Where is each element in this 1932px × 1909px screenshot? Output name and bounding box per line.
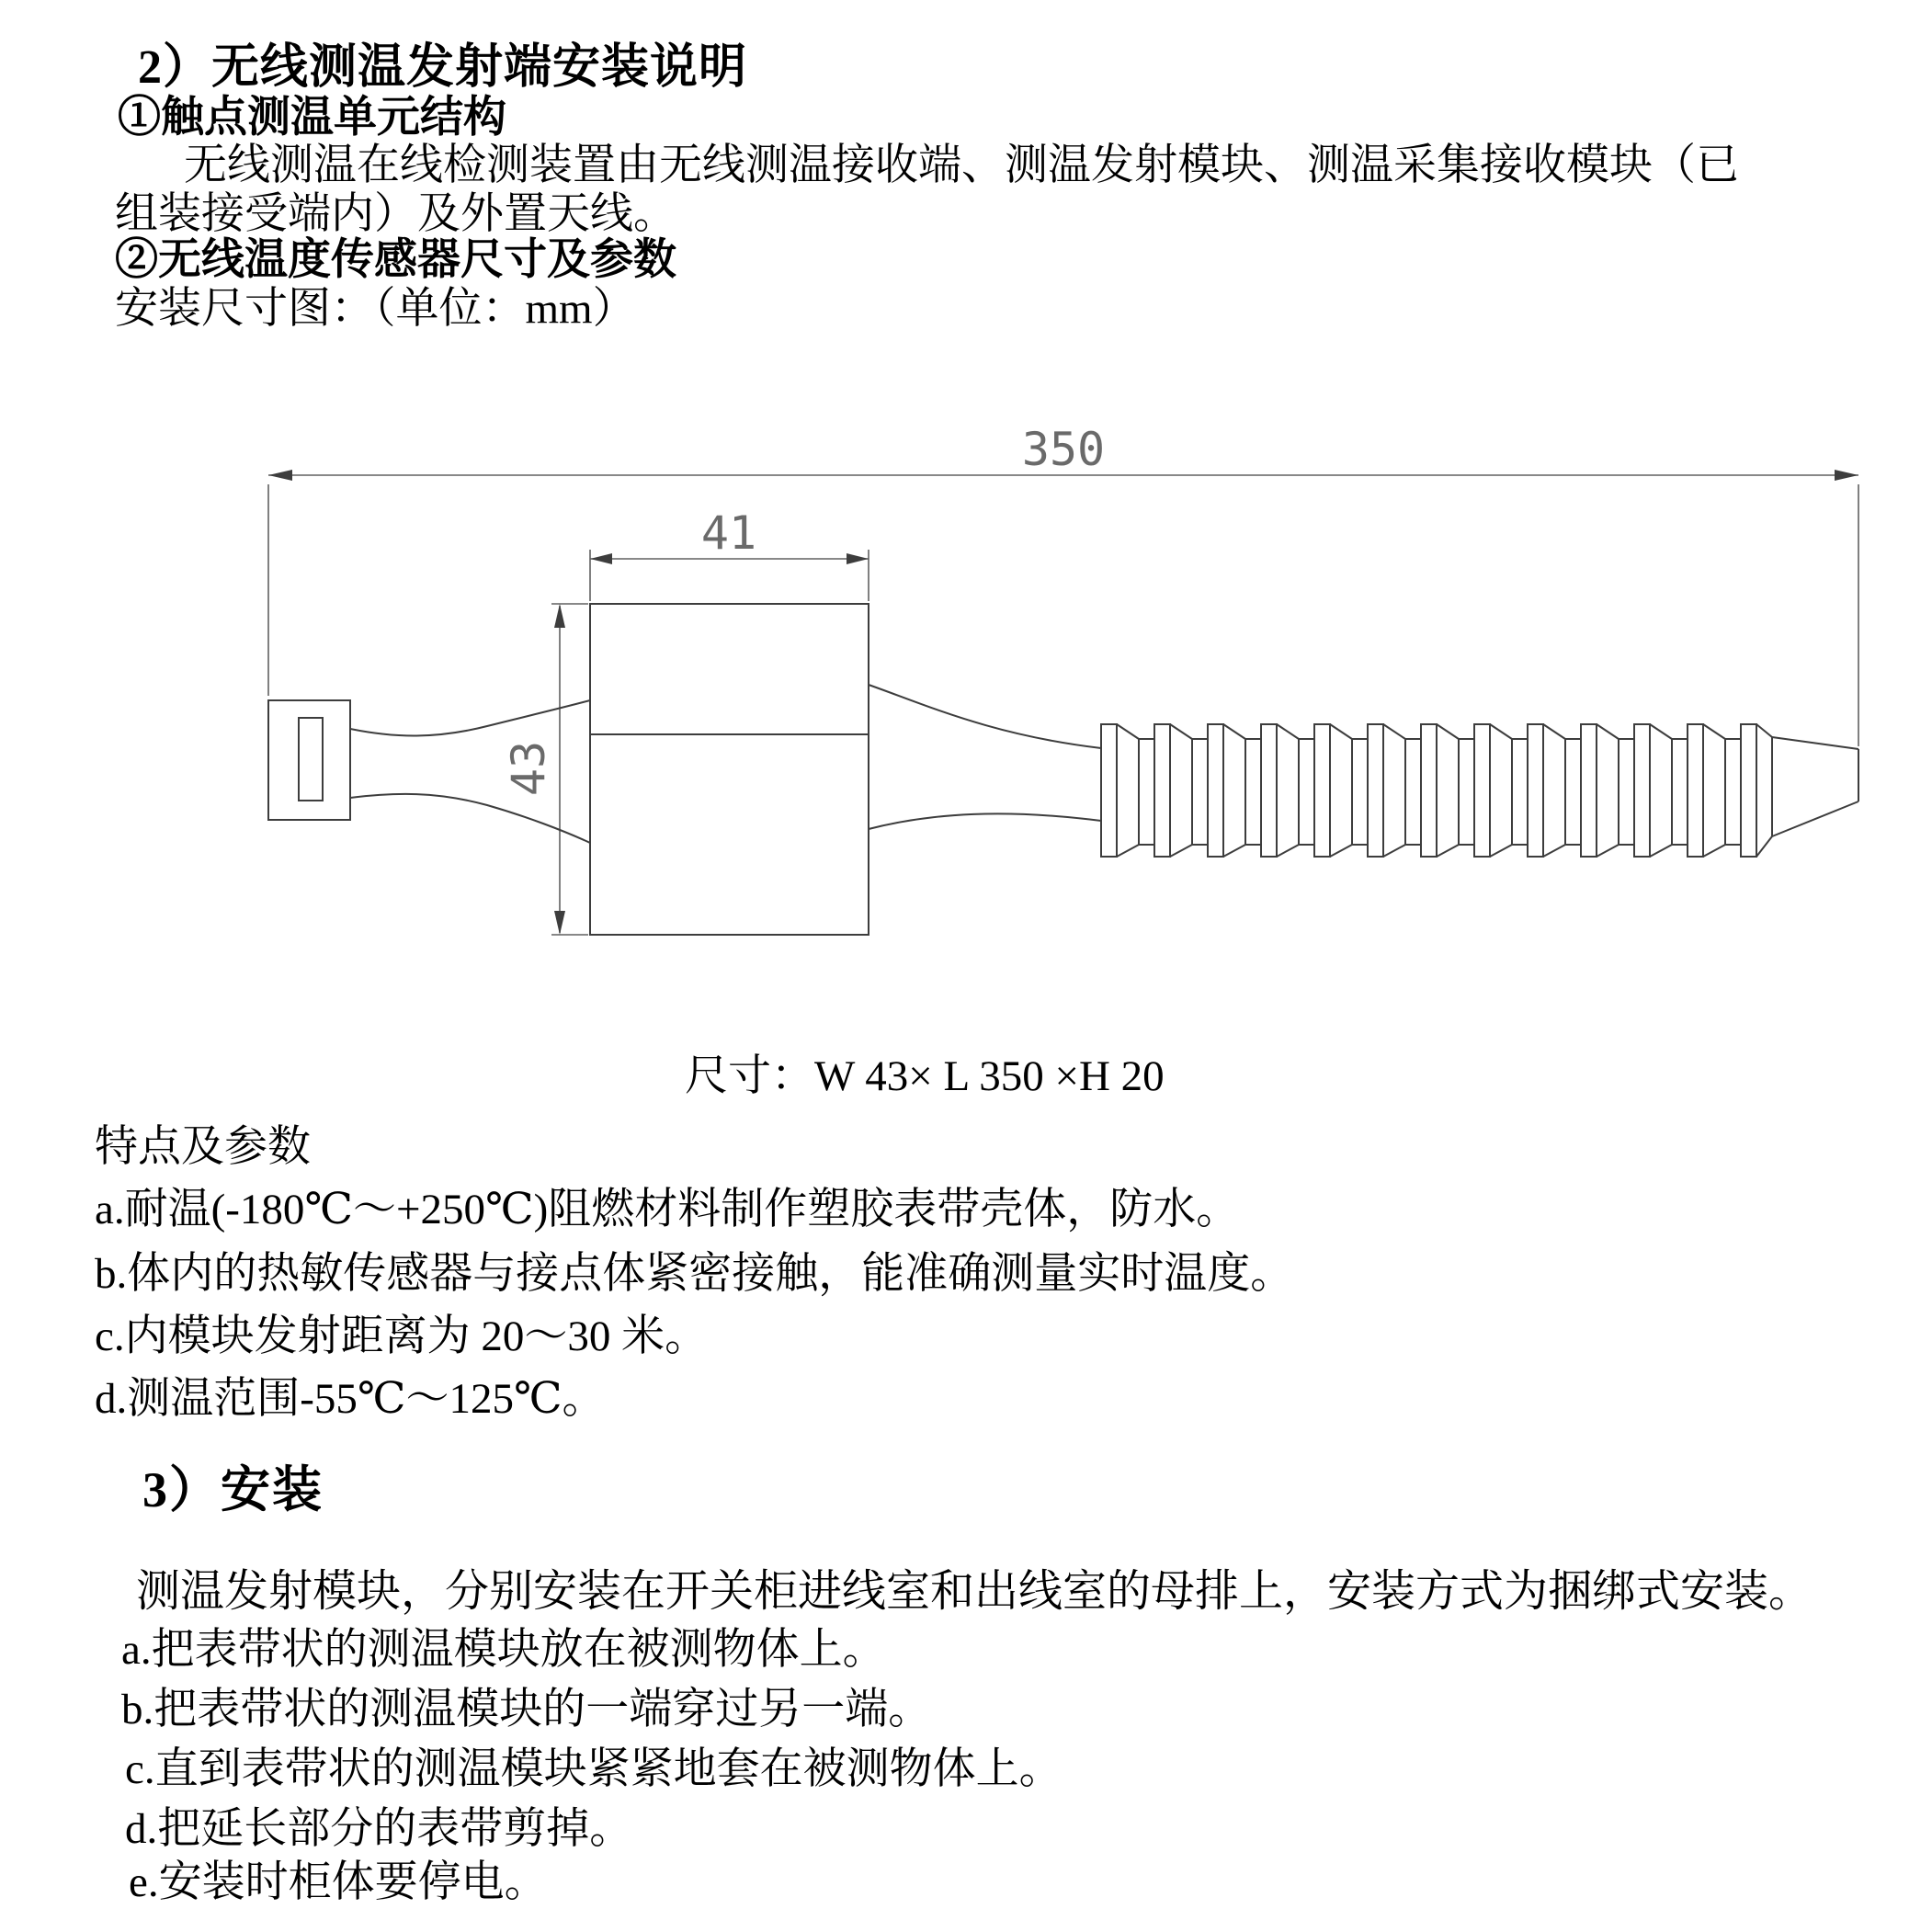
tail-rib-segment [1405,739,1421,845]
tail-rib-segment [1528,724,1543,857]
section2-heading: 2）无线测温发射端安装说明 [138,41,748,94]
tail-rib-segment [1330,845,1352,857]
diagram-caption: 安装尺寸图：（单位：mm） [115,285,636,333]
tail-rib-segment [1725,739,1741,845]
tail-rib-segment [1170,724,1192,739]
tail-rib-segment [1117,724,1139,739]
tail-rib-segment [1261,724,1277,857]
tail-rib-segment [1383,724,1405,739]
install-step: e.安装时柜体要停电。 [129,1858,548,1906]
tail-rib-segment [1208,724,1223,857]
tail-rib-segment [1223,724,1245,739]
section3-heading: 3）安装 [142,1462,324,1517]
tail-rib-segment [1101,724,1117,857]
serrated-tail [1101,724,1772,857]
features-heading: 特点及参数 [95,1123,311,1171]
tail-rib-segment [1688,724,1703,857]
tail-rib-segment [1741,724,1756,857]
tail-rib-segment [1634,724,1650,857]
tail-rib-segment [1277,724,1299,739]
dim-43-label: 43 [502,740,555,797]
tail-rib-segment [1245,739,1261,845]
dim-350-label: 350 [1021,423,1106,476]
feature-item: a.耐温(-180℃～+250℃)阻燃材料制作塑胶表带壳体，防水。 [95,1186,1240,1233]
tail-rib-segment [1459,739,1474,845]
section3-intro: 测温发射模块，分别安装在开关柜进线室和出线室的母排上，安装方式为捆绑式安装。 [136,1567,1813,1616]
tail-rib-segment [1597,724,1619,739]
tail-rib-segment [1139,739,1154,845]
tail-rib-segment [1421,724,1437,857]
tail-rib-segment [1330,724,1352,739]
tail-rib-segment [1581,724,1597,857]
tail-rib-segment [1672,739,1688,845]
section2-paragraph-line2: 组装接受端内）及外置天线。 [115,190,676,238]
tail-rib-segment [1565,739,1581,845]
tail-rib-segment [1756,836,1772,857]
tail-rib-segment [1299,739,1314,845]
tail-rib-segment [1490,845,1512,857]
tail-rib-segment [1192,739,1208,845]
section2-sub1-heading: ①触点测温单元结构 [118,94,506,142]
install-step: d.把延长部分的表带剪掉。 [125,1805,633,1853]
tail-rib-segment [1154,724,1170,857]
tail-rib-segment [1352,739,1368,845]
tail-tip [1772,737,1858,836]
tail-rib-segment [1223,845,1245,857]
feature-item: d.测温范围-55℃～125℃。 [95,1375,606,1423]
tail-rib-segment [1314,724,1330,857]
feature-item: c.内模块发射距离为 20～30 米。 [95,1312,709,1360]
tail-rib-segment [1368,724,1383,857]
tail-rib-segment [1383,845,1405,857]
tail-rib-segment [1543,845,1565,857]
tail-rib-segment [1277,845,1299,857]
tail-rib-segment [1756,724,1772,737]
tail-rib-segment [1490,724,1512,739]
dimension-43 [502,604,588,935]
size-note: 尺寸：W 43× L 350 ×H 20 [685,1052,1165,1100]
dim-41-label: 41 [700,506,757,560]
install-step: b.把表带状的测温模块的一端穿过另一端。 [121,1686,932,1733]
tail-rib-segment [1650,724,1672,739]
tail-rib-segment [1703,845,1725,857]
tail-rib-segment [1437,845,1459,857]
tail-rib-segment [1703,724,1725,739]
right-strap [869,685,1101,829]
tail-rib-segment [1597,845,1619,857]
tail-rib-segment [1437,724,1459,739]
section2-paragraph-line1: 无线测温在线检测装置由无线测温接收端、测温发射模块、测温采集接收模块（已 [184,142,1739,189]
feature-item: b.体内的热敏传感器与接点体紧密接触，能准确测量实时温度。 [95,1250,1294,1298]
dimension-41 [590,506,869,601]
dimension-350 [268,423,1858,746]
tail-rib-segment [1117,845,1139,857]
install-step: a.把表带状的测温模块放在被测物体上。 [121,1626,886,1674]
sensor-dimension-drawing [0,404,1932,1011]
tail-rib-segment [1474,724,1490,857]
tail-rib-segment [1512,739,1528,845]
tail-rib-segment [1543,724,1565,739]
section2-sub2-heading: ②无线温度传感器尺寸及参数 [115,236,676,284]
tail-rib-segment [1650,845,1672,857]
sensor-head [268,700,350,820]
tail-rib-segment [1619,739,1634,845]
install-step: c.直到表带状的测温模块紧紧地套在被测物体上。 [125,1745,1063,1793]
tail-rib-segment [1170,845,1192,857]
sensor-body [590,604,869,935]
